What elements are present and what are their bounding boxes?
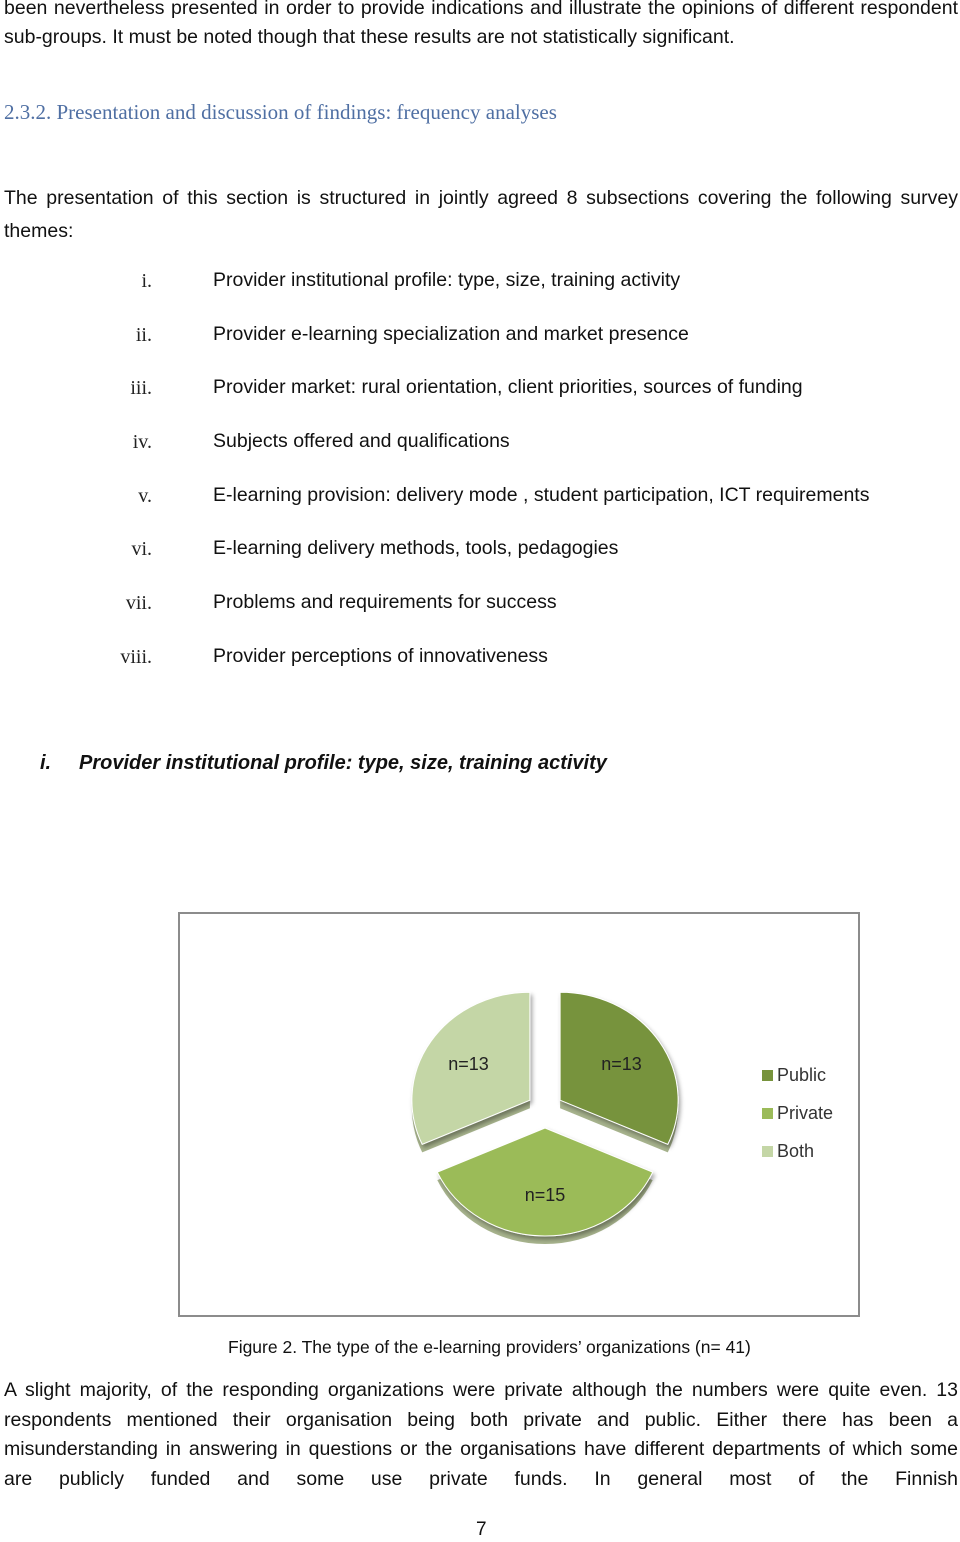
pie-data-label: n=13 [601,1053,642,1074]
theme-text: Problems and requirements for success [213,591,557,613]
legend-label: Both [777,1141,815,1161]
body-paragraph: A slight majority, of the responding organizations were private although the numbers were quite even. 13 respondents mentioned their organisation being both private and public. Either there has been a misunderstanding in answering in questions or the organisations have different departments of which some are publicly funded and some use private funds. In general most of the Finnish [4,1379,958,1491]
pie-data-label: n=13 [448,1053,489,1074]
theme-text: Provider e-learning specialization and market presence [213,323,689,345]
theme-item [0,320,960,350]
theme-numeral: viii. [120,646,152,668]
theme-item [0,481,960,511]
theme-numeral: ii. [135,324,152,346]
intro-paragraph: been nevertheless presented in order to provide indications and illustrate the opinions of different respondent sub-groups. It must be noted though that these results are not statistically significant. [4,0,958,48]
theme-item [0,373,960,403]
subsection-heading [40,752,607,775]
theme-numeral: i. [141,270,152,292]
theme-text: Provider institutional profile: type, size, training activity [213,269,681,291]
legend-label: Public [777,1065,827,1085]
theme-numeral: v. [138,485,152,507]
legend-swatch [762,1108,773,1119]
section-intro-paragraph: The presentation of this section is structured in jointly agreed 8 subsections covering the following survey themes: [4,187,958,242]
legend-label: Private [777,1103,834,1123]
subsection-title: Provider institutional profile: type, size, training activity [79,752,607,774]
pie-chart [180,914,860,1317]
theme-item [0,427,960,457]
theme-item [0,588,960,618]
pie-data-label: n=15 [524,1184,566,1205]
theme-text: Provider perceptions of innovativeness [213,645,548,667]
theme-numeral: iv. [132,431,152,453]
subsection-numeral: i. [40,752,52,774]
theme-text: Subjects offered and qualifications [213,430,510,452]
theme-numeral: vii. [125,592,152,614]
theme-item [0,534,960,564]
theme-text: E-learning provision: delivery mode , student participation, ICT requirements [213,484,870,506]
theme-text: Provider market: rural orientation, client priorities, sources of funding [213,376,803,398]
theme-text: E-learning delivery methods, tools, pedagogies [213,537,619,559]
section-heading: 2.3.2. Presentation and discussion of findings: frequency analyses [4,100,557,124]
pie-slice-private [437,1128,652,1236]
theme-numeral: vi. [131,538,152,560]
page-number: 7 [476,1519,487,1540]
theme-item [0,642,960,672]
theme-numeral: iii. [130,377,152,399]
figure-caption: Figure 2. The type of the e-learning providers’ organizations (n= 41) [228,1337,751,1357]
legend-swatch [762,1070,773,1081]
theme-item [0,266,960,296]
pie-chart-frame [178,912,860,1317]
legend-swatch [762,1146,773,1157]
